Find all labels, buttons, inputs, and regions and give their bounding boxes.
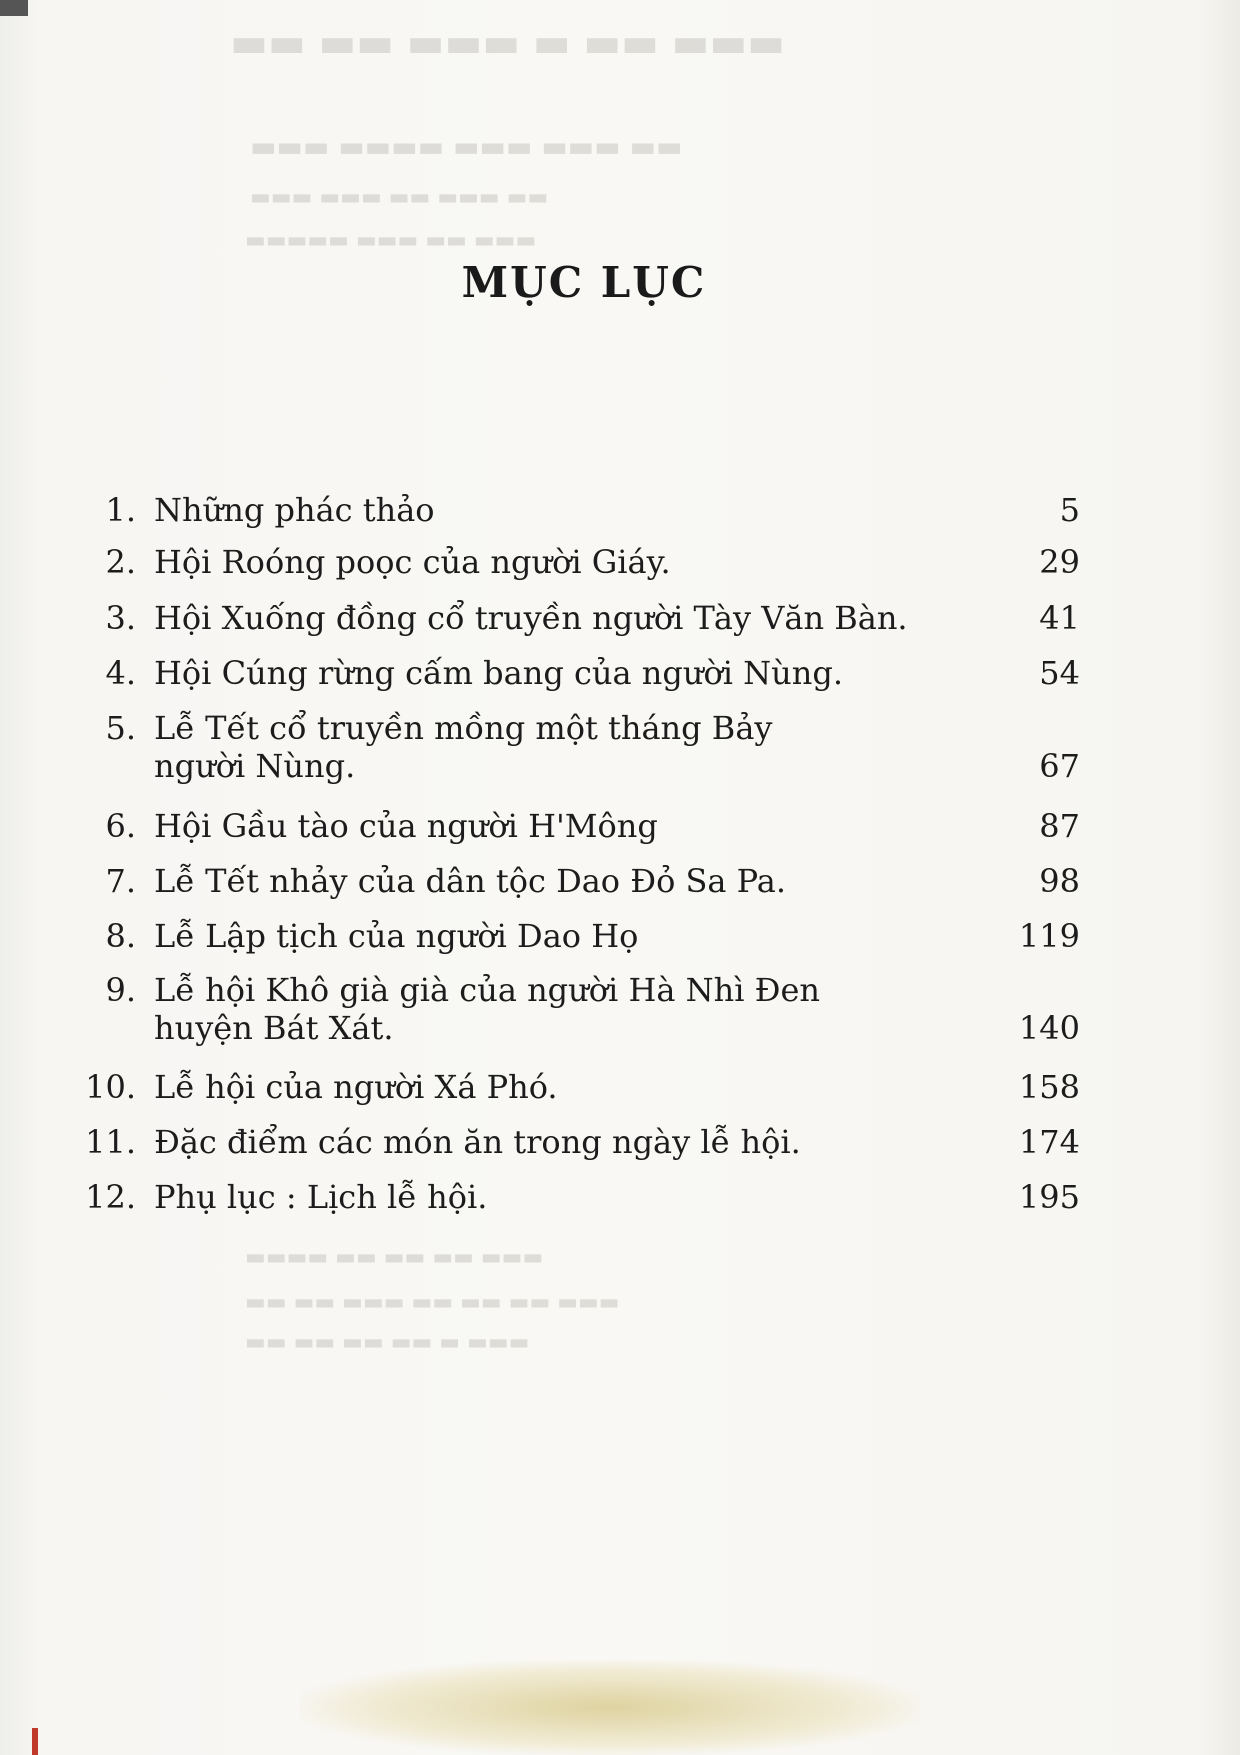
- page-corner-shadow: [0, 0, 28, 16]
- toc-entry-number: 3.: [105, 599, 136, 637]
- toc-entry-number: 1.: [105, 491, 136, 529]
- toc-entry-number: 10.: [85, 1068, 136, 1106]
- bleed-through-mark: ▬▬▬ ▬ ▬▬ ▬▬ ▬▬ ▬▬: [245, 1330, 530, 1355]
- toc-entry-number: 8.: [105, 917, 136, 955]
- paper-stain: [300, 1660, 920, 1755]
- toc-entry-page-number: 119: [1018, 917, 1080, 955]
- bleed-through-mark: ▬▬ ▬▬▬ ▬▬▬ ▬▬▬▬ ▬▬▬: [250, 130, 683, 163]
- toc-entry-number: 2.: [105, 543, 136, 581]
- toc-entry-title: Hội Xuống đồng cổ truyền người Tày Văn Bàn.: [154, 599, 908, 637]
- toc-entry-title: Hội Gầu tào của người H'Mông: [154, 807, 658, 845]
- page-title: MỤC LỤC: [461, 258, 707, 307]
- toc-entry-page-number: 41: [1039, 599, 1080, 637]
- bleed-through-mark: ▬▬▬ ▬▬ ▬▬ ▬▬ ▬▬▬▬: [245, 1245, 544, 1270]
- toc-entry-title: Lễ hội Khô già già của người Hà Nhì Đen: [154, 971, 820, 1009]
- toc-entry-title: Lễ Lập tịch của người Dao Họ: [154, 917, 639, 955]
- toc-entry-title: huyện Bát Xát.: [154, 1009, 394, 1047]
- bleed-through-mark: ▬▬▬ ▬▬ ▬ ▬▬▬ ▬▬ ▬▬: [230, 20, 785, 66]
- toc-entry-page-number: 29: [1039, 543, 1080, 581]
- toc-entry-page-number: 158: [1018, 1068, 1080, 1106]
- toc-entry-title: Hội Roóng poọc của người Giáy.: [154, 543, 671, 581]
- toc-entry-title: Đặc điểm các món ăn trong ngày lễ hội.: [154, 1123, 801, 1161]
- toc-entry-number: 7.: [105, 862, 136, 900]
- toc-entry-title: Lễ Tết cổ truyền mồng một tháng Bảy: [154, 709, 773, 747]
- toc-entry-number: 4.: [105, 654, 136, 692]
- toc-entry-page-number: 195: [1018, 1178, 1080, 1216]
- toc-entry-title: Hội Cúng rừng cấm bang của người Nùng.: [154, 654, 844, 692]
- toc-entry-title: Lễ Tết nhảy của dân tộc Dao Đỏ Sa Pa.: [154, 862, 787, 900]
- toc-entry-number: 9.: [105, 971, 136, 1009]
- toc-entry-page-number: 87: [1039, 807, 1080, 845]
- bleed-through-mark: ▬▬▬ ▬▬ ▬▬ ▬▬ ▬▬▬ ▬▬ ▬▬: [245, 1290, 620, 1315]
- toc-entry-number: 6.: [105, 807, 136, 845]
- toc-entry-title: Phụ lục : Lịch lễ hội.: [154, 1178, 488, 1216]
- toc-entry-page-number: 98: [1039, 862, 1080, 900]
- toc-entry-title: Những phác thảo: [154, 491, 435, 529]
- bleed-through-mark: ▬▬ ▬▬▬ ▬▬ ▬▬▬ ▬▬▬: [250, 185, 549, 210]
- toc-entry-number: 12.: [85, 1178, 136, 1216]
- toc-entry-number: 11.: [85, 1123, 136, 1161]
- bleed-through-mark: ▬▬▬ ▬▬ ▬▬▬ ▬▬▬▬▬: [245, 228, 537, 253]
- toc-entry-page-number: 140: [1018, 1009, 1080, 1047]
- toc-entry-number: 5.: [105, 709, 136, 747]
- toc-entry-page-number: 67: [1039, 747, 1080, 785]
- page-edge-mark: [32, 1728, 38, 1755]
- toc-entry-title: Lễ hội của người Xá Phó.: [154, 1068, 558, 1106]
- toc-entry-title: người Nùng.: [154, 747, 356, 785]
- toc-entry-page-number: 5: [1059, 491, 1080, 529]
- toc-entry-page-number: 174: [1018, 1123, 1080, 1161]
- toc-entry-page-number: 54: [1039, 654, 1080, 692]
